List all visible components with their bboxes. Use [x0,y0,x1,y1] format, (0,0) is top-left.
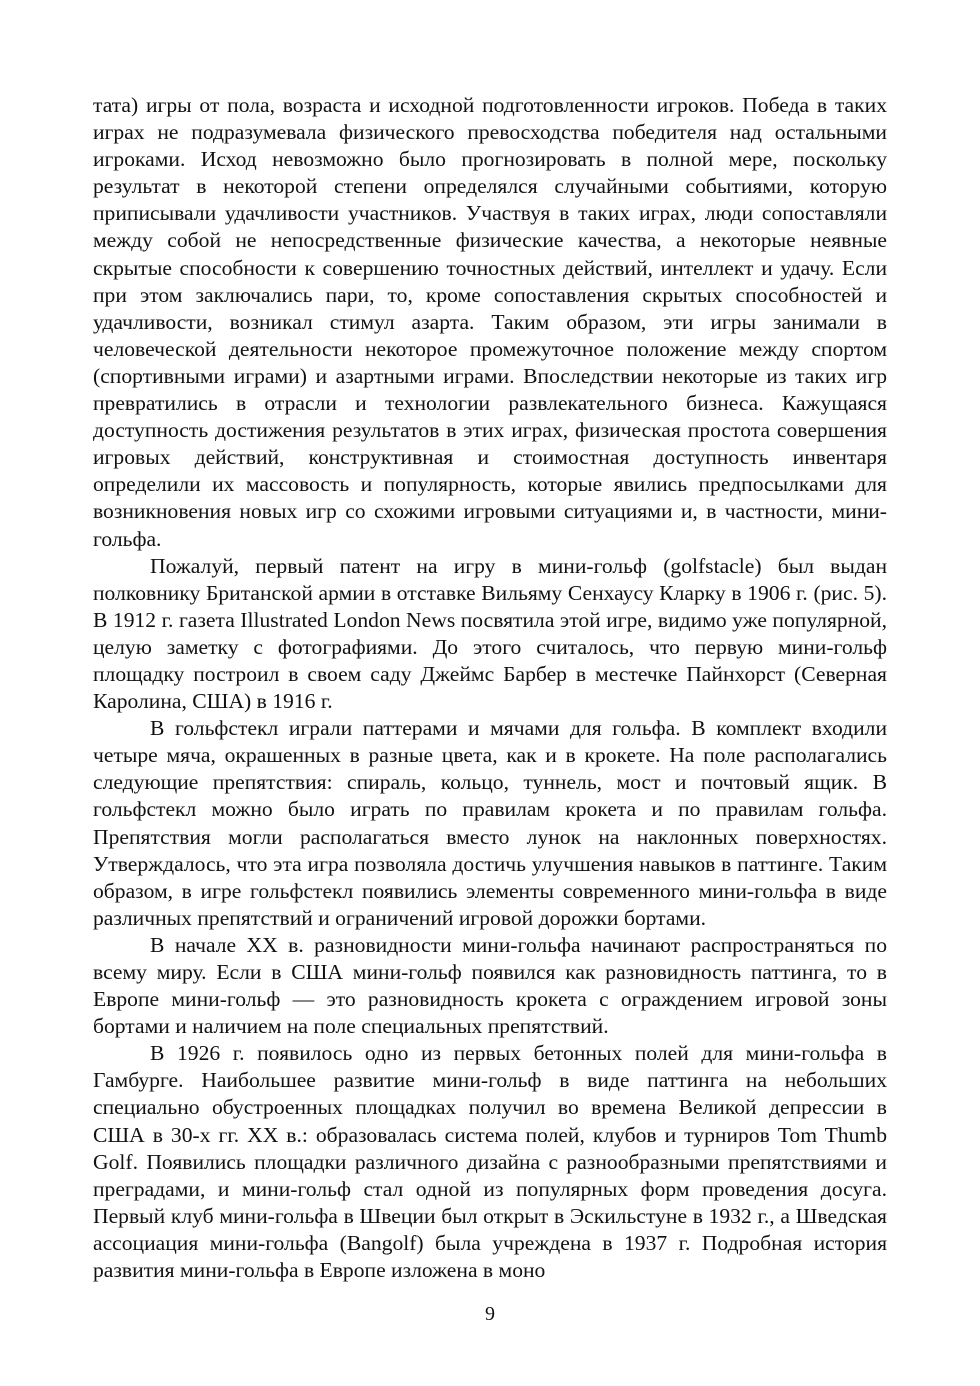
paragraph-4: В начале XX в. разновидности мини-гольфа начинают распространяться по всему миру. Если в США мини-гольф появился как разновидность паттинга, то в Европе мини-гольф — это разновидность крокета с ограждением игровой зоны бортами и наличием на поле специальных препятствий. [93,932,887,1039]
paragraph-2: Пожалуй, первый патент на игру в мини-гольф (golfstacle) был выдан полковнику Британской армии в отставке Вильяму Сенхаусу Кларку в 1906 г. (рис. 5). В 1912 г. газета Illustrated London News посвятила этой игре, видимо уже популярной, целую заметку с фотографиями. До этого считалось, что первую мини-гольф площадку построил в своем саду Джеймс Барбер в местечке Пайнхорст (Северная Каролина, США) в 1916 г. [93,553,887,714]
paragraph-5: В 1926 г. появилось одно из первых бетонных полей для мини-гольфа в Гамбурге. Наибольшее развитие мини-гольф в виде паттинга на небольших специально обустроенных площадках получил во времена Великой депрессии в США в 30-х гг. XX в.: образовалась система полей, клубов и турниров Tom Thumb Golf. Появились площадки различного дизайна с разнообразными препятствиями и преградами, и мини-гольф стал одной из популярных форм проведения досуга. Первый клуб мини-гольфа в Швеции был открыт в Эскильстуне в 1932 г., а Шведская ассоциация мини-гольфа (Bangolf) была учреждена в 1937 г. Подробная история развития мини-гольфа в Европе изложена в моно [93,1041,887,1283]
paragraph-3: В гольфстекл играли паттерами и мячами для гольфа. В комплект входили четыре мяча, окрашенных в разные цвета, как и в крокете. На поле располагались следующие препятствия: спираль, кольцо, туннель, мост и почтовый ящик. В гольфстекл можно было играть по правилам крокета и по правилам гольфа. Препятствия могли располагаться вместо лунок на наклонных поверхностях. Утверждалось, что эта игра позволяла достичь улучшения навыков в паттинге. Таким образом, в игре гольфстекл появились элементы современного мини-гольфа в виде различных препятствий и ограничений игровой дорожки бортами. [93,716,887,930]
paragraph-1: тата) игры от пола, возраста и исходной подготовленности игроков. Победа в таких играх не подразумевала физического превосходства победителя над остальными игроками. Исход невозможно было прогнозировать в полной мере, поскольку результат в некоторой степени определялся случайными событиями, которую приписывали удачливости участников. Участвуя в таких играх, люди сопоставляли между собой не непосредственные физические качества, а некоторые неявные скрытые способности к совершению точностных действий, интеллект и удачу. Если при этом заключались пари, то, кроме сопоставления скрытых способностей и удачливости, возникал стимул азарта. Таким образом, эти игры занимали в человеческой деятельности некоторое промежуточное положение между спортом (спортивными играми) и азартными играми. Впоследствии некоторые из таких игр превратились в отрасли и технологии развлекательного бизнеса. Кажущаяся доступность достижения результатов в этих играх, физическая простота совершения игровых действий, конструктивная и стоимостная доступность инвентаря определили их массовость и популярность, которые явились предпосылками для возникновения новых игр со схожими игровыми ситуациями и, в частности, мини-гольфа. [93,93,887,551]
page-body [93,92,887,1284]
page-number: 9 [485,1303,495,1325]
